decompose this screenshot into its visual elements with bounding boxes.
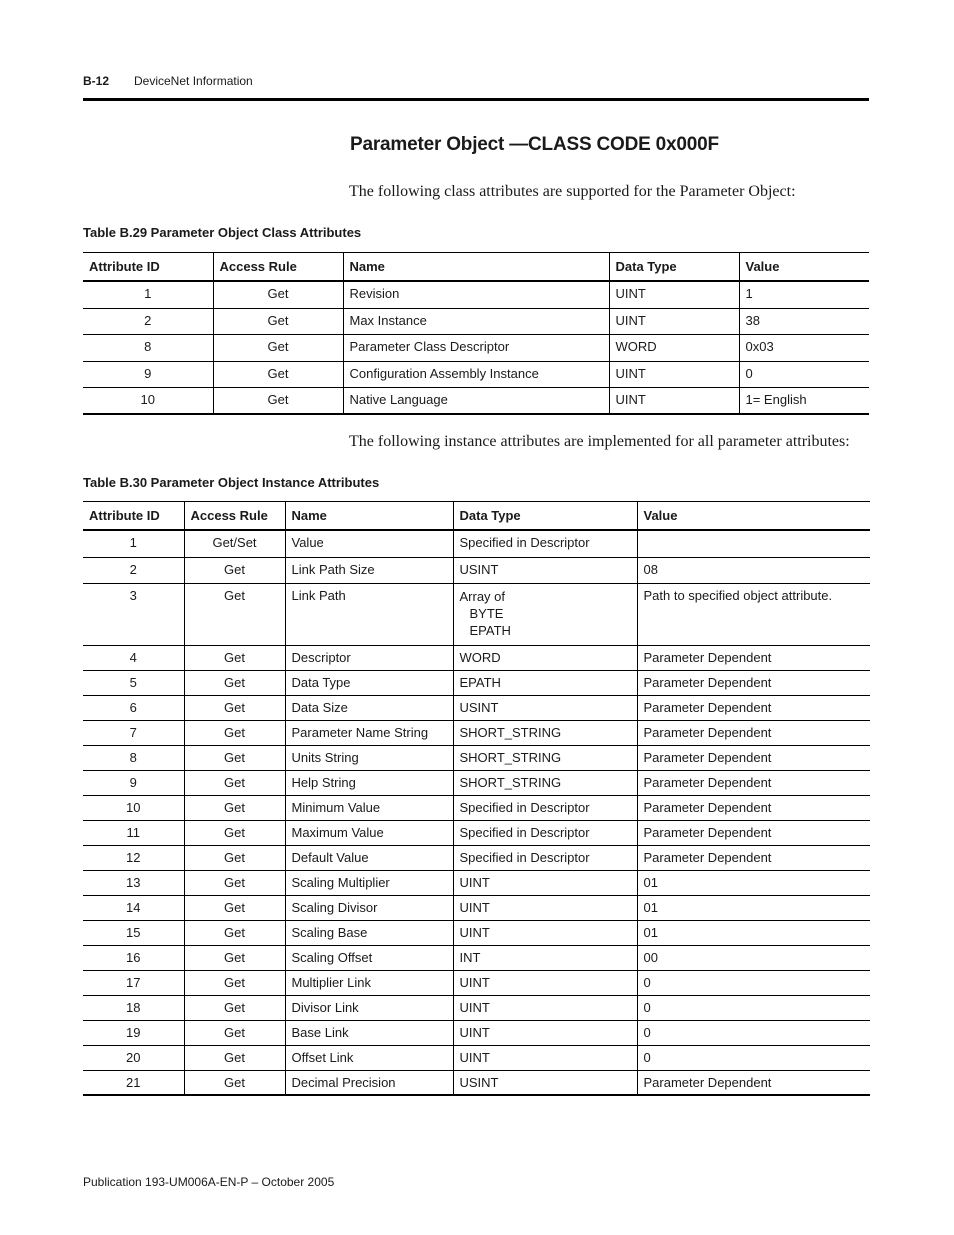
cell-access-rule: Get — [184, 870, 285, 895]
cell-data-type: UINT — [453, 895, 637, 920]
page-number: B-12 — [83, 74, 110, 88]
cell-value: 0 — [739, 361, 869, 387]
cell-line: BYTE — [469, 605, 504, 621]
cell-data-type: Specified in Descriptor — [453, 795, 637, 820]
cell-attribute-id: 16 — [83, 945, 184, 970]
table-row — [83, 1020, 870, 1045]
table-row — [83, 820, 870, 845]
cell-name: Max Instance — [343, 308, 609, 334]
cell-attribute-id: 14 — [83, 895, 184, 920]
table-row — [83, 995, 870, 1020]
cell-access-rule: Get — [184, 920, 285, 945]
cell-attribute-id: 13 — [83, 870, 184, 895]
cell-data-type: UINT — [609, 387, 739, 414]
section-title: DeviceNet Information — [134, 74, 253, 88]
cell-name: Scaling Offset — [285, 945, 453, 970]
cell-data-type: INT — [453, 945, 637, 970]
cell-access-rule: Get — [184, 895, 285, 920]
cell-name: Help String — [285, 770, 453, 795]
cell-name: Offset Link — [285, 1045, 453, 1070]
cell-data-type: USINT — [453, 1070, 637, 1095]
cell-value: Parameter Dependent — [637, 745, 870, 770]
table-row — [83, 845, 870, 870]
cell-attribute-id: 10 — [83, 795, 184, 820]
table-row — [83, 670, 870, 695]
cell-attribute-id: 20 — [83, 1045, 184, 1070]
cell-access-rule: Get — [213, 308, 343, 334]
cell-access-rule: Get — [184, 720, 285, 745]
table-row — [83, 361, 869, 387]
table-row — [83, 945, 870, 970]
cell-name: Value — [285, 530, 453, 557]
cell-access-rule: Get — [213, 387, 343, 414]
cell-value: Parameter Dependent — [637, 1070, 870, 1095]
cell-attribute-id: 15 — [83, 920, 184, 945]
column-header-data-type: Data Type — [609, 253, 739, 282]
cell-data-type: UINT — [609, 308, 739, 334]
cell-attribute-id: 18 — [83, 995, 184, 1020]
column-header-attribute-id: Attribute ID — [83, 253, 213, 282]
table-row — [83, 557, 870, 583]
cell-data-type: WORD — [609, 334, 739, 361]
table-row — [83, 745, 870, 770]
table1-caption: Table B.29 Parameter Object Class Attributes — [83, 225, 362, 240]
cell-value: 0 — [637, 995, 870, 1020]
column-header-access-rule: Access Rule — [184, 502, 285, 531]
cell-access-rule: Get — [213, 334, 343, 361]
column-header-value: Value — [739, 253, 869, 282]
cell-attribute-id: 21 — [83, 1070, 184, 1095]
cell-access-rule: Get — [184, 795, 285, 820]
column-header-access-rule: Access Rule — [213, 253, 343, 282]
cell-name: Decimal Precision — [285, 1070, 453, 1095]
table-row — [83, 770, 870, 795]
table-row — [83, 695, 870, 720]
table-row — [83, 970, 870, 995]
cell-data-type: Specified in Descriptor — [453, 530, 637, 557]
cell-access-rule: Get — [184, 970, 285, 995]
page-header — [83, 72, 869, 101]
cell-name: Data Type — [285, 670, 453, 695]
cell-attribute-id: 11 — [83, 820, 184, 845]
cell-attribute-id: 2 — [83, 557, 184, 583]
cell-attribute-id: 7 — [83, 720, 184, 745]
cell-name: Divisor Link — [285, 995, 453, 1020]
column-header-value: Value — [637, 502, 870, 531]
cell-name: Parameter Class Descriptor — [343, 334, 609, 361]
cell-attribute-id: 12 — [83, 845, 184, 870]
cell-value: Path to specified object attribute. — [637, 583, 870, 645]
cell-name: Scaling Base — [285, 920, 453, 945]
cell-data-type: WORD — [453, 645, 637, 670]
column-header-name: Name — [343, 253, 609, 282]
cell-data-type — [453, 583, 637, 645]
instance-attributes-table — [83, 501, 870, 1096]
cell-name: Data Size — [285, 695, 453, 720]
cell-name: Configuration Assembly Instance — [343, 361, 609, 387]
table-row — [83, 645, 870, 670]
cell-data-type: Specified in Descriptor — [453, 845, 637, 870]
cell-access-rule: Get — [213, 361, 343, 387]
cell-name: Base Link — [285, 1020, 453, 1045]
cell-access-rule: Get — [184, 945, 285, 970]
cell-value: 00 — [637, 945, 870, 970]
cell-access-rule: Get — [184, 695, 285, 720]
cell-attribute-id: 10 — [83, 387, 213, 414]
cell-line: EPATH — [469, 622, 511, 638]
cell-access-rule: Get — [184, 1020, 285, 1045]
cell-data-type: Specified in Descriptor — [453, 820, 637, 845]
table-row — [83, 720, 870, 745]
cell-data-type: UINT — [453, 1020, 637, 1045]
class-attributes-table — [83, 252, 869, 415]
table-row — [83, 530, 870, 557]
cell-access-rule: Get — [184, 745, 285, 770]
cell-attribute-id: 17 — [83, 970, 184, 995]
cell-access-rule: Get — [184, 670, 285, 695]
table-row — [83, 795, 870, 820]
cell-name: Maximum Value — [285, 820, 453, 845]
cell-value: Parameter Dependent — [637, 670, 870, 695]
cell-data-type: UINT — [453, 870, 637, 895]
table-row — [83, 308, 869, 334]
cell-value: 0 — [637, 970, 870, 995]
class-attributes-intro: The following class attributes are supported for the Parameter Object: — [349, 183, 796, 200]
cell-attribute-id: 9 — [83, 361, 213, 387]
cell-access-rule: Get — [184, 583, 285, 645]
cell-data-type: UINT — [609, 281, 739, 308]
cell-attribute-id: 2 — [83, 308, 213, 334]
cell-value — [637, 530, 870, 557]
cell-line: Array of — [459, 588, 506, 604]
publication-footer: Publication 193-UM006A-EN-P – October 2005 — [83, 1175, 335, 1189]
cell-data-type: UINT — [453, 1045, 637, 1070]
cell-value: 1= English — [739, 387, 869, 414]
table-row — [83, 387, 869, 414]
cell-access-rule: Get — [184, 1045, 285, 1070]
cell-attribute-id: 1 — [83, 281, 213, 308]
cell-data-type: UINT — [609, 361, 739, 387]
cell-name: Minimum Value — [285, 795, 453, 820]
cell-access-rule: Get — [184, 1070, 285, 1095]
cell-attribute-id: 8 — [83, 334, 213, 361]
cell-attribute-id: 4 — [83, 645, 184, 670]
cell-value: 38 — [739, 308, 869, 334]
cell-name: Default Value — [285, 845, 453, 870]
column-header-name: Name — [285, 502, 453, 531]
cell-name: Descriptor — [285, 645, 453, 670]
cell-value: 0x03 — [739, 334, 869, 361]
cell-access-rule: Get — [184, 820, 285, 845]
cell-value: 01 — [637, 920, 870, 945]
instance-attributes-intro: The following instance attributes are implemented for all parameter attributes: — [349, 433, 850, 450]
cell-value: Parameter Dependent — [637, 720, 870, 745]
cell-attribute-id: 1 — [83, 530, 184, 557]
cell-name: Native Language — [343, 387, 609, 414]
table-row — [83, 870, 870, 895]
cell-data-type: EPATH — [453, 670, 637, 695]
column-header-attribute-id: Attribute ID — [83, 502, 184, 531]
cell-name: Scaling Multiplier — [285, 870, 453, 895]
cell-name: Link Path Size — [285, 557, 453, 583]
cell-value: 0 — [637, 1020, 870, 1045]
cell-attribute-id: 19 — [83, 1020, 184, 1045]
cell-access-rule: Get/Set — [184, 530, 285, 557]
cell-data-type: USINT — [453, 557, 637, 583]
cell-data-type: SHORT_STRING — [453, 720, 637, 745]
page-title: Parameter Object —CLASS CODE 0x000F — [350, 134, 719, 155]
cell-name: Multiplier Link — [285, 970, 453, 995]
table-row — [83, 1045, 870, 1070]
cell-value: Parameter Dependent — [637, 820, 870, 845]
cell-value: 0 — [637, 1045, 870, 1070]
cell-data-type: UINT — [453, 970, 637, 995]
cell-attribute-id: 8 — [83, 745, 184, 770]
cell-value: 08 — [637, 557, 870, 583]
cell-attribute-id: 5 — [83, 670, 184, 695]
cell-data-type: SHORT_STRING — [453, 745, 637, 770]
cell-data-type: UINT — [453, 995, 637, 1020]
column-header-data-type: Data Type — [453, 502, 637, 531]
cell-access-rule: Get — [184, 995, 285, 1020]
table-header-row — [83, 253, 869, 282]
cell-data-type: UINT — [453, 920, 637, 945]
table2-caption: Table B.30 Parameter Object Instance Attributes — [83, 475, 380, 490]
cell-data-type: SHORT_STRING — [453, 770, 637, 795]
table-row — [83, 334, 869, 361]
cell-value: Parameter Dependent — [637, 845, 870, 870]
table-row — [83, 920, 870, 945]
cell-attribute-id: 3 — [83, 583, 184, 645]
cell-access-rule: Get — [184, 845, 285, 870]
cell-access-rule: Get — [184, 770, 285, 795]
table-row — [83, 1070, 870, 1095]
cell-name: Parameter Name String — [285, 720, 453, 745]
cell-value: 01 — [637, 870, 870, 895]
table-row — [83, 281, 869, 308]
cell-name: Scaling Divisor — [285, 895, 453, 920]
table-row — [83, 583, 870, 645]
cell-access-rule: Get — [184, 645, 285, 670]
cell-name: Revision — [343, 281, 609, 308]
cell-data-type: USINT — [453, 695, 637, 720]
cell-name: Link Path — [285, 583, 453, 645]
cell-value: 1 — [739, 281, 869, 308]
cell-value: Parameter Dependent — [637, 645, 870, 670]
cell-value: Parameter Dependent — [637, 770, 870, 795]
cell-access-rule: Get — [213, 281, 343, 308]
cell-value: 01 — [637, 895, 870, 920]
cell-value: Parameter Dependent — [637, 795, 870, 820]
table-row — [83, 895, 870, 920]
cell-value: Parameter Dependent — [637, 695, 870, 720]
cell-access-rule: Get — [184, 557, 285, 583]
table-header-row — [83, 502, 870, 531]
cell-name: Units String — [285, 745, 453, 770]
cell-attribute-id: 9 — [83, 770, 184, 795]
cell-attribute-id: 6 — [83, 695, 184, 720]
